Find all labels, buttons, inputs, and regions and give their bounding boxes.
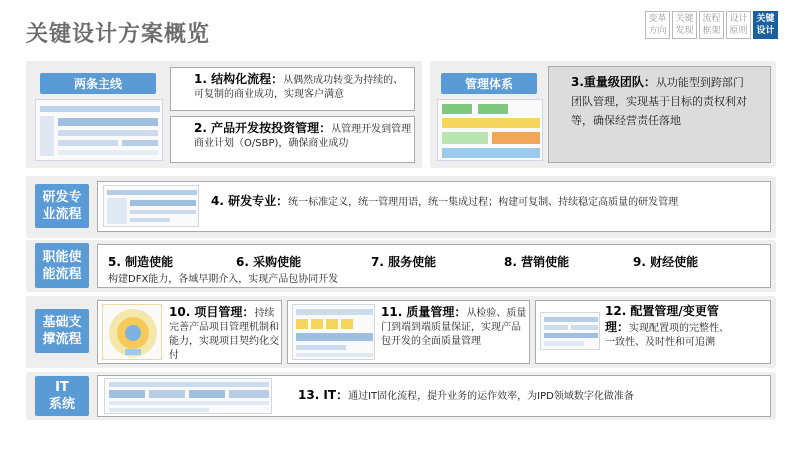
item-3-desc: 从功能型到跨部门团队管理，实现基于目标的责权利对等，确保经营责任落地 <box>571 76 747 127</box>
section-nav <box>645 11 778 39</box>
item-11-title: 11. 质量管理： <box>381 305 467 319</box>
item-10-title: 10. 项目管理： <box>169 305 255 319</box>
it-badge-line2: 系统 <box>48 397 75 412</box>
item-10-text <box>169 305 279 363</box>
item-1-text <box>194 72 412 102</box>
item-11-desc: 从检验、质量门到端到端质量保证，实现产品包开发的全面质量管理 <box>381 308 527 347</box>
nav-tab-direction[interactable]: 变革方向 <box>645 11 670 39</box>
management-badge: 管理体系 <box>441 73 537 94</box>
item-2-desc: 从管理开发到管理商业计划（O/SBP)，确保商业成功 <box>194 124 412 149</box>
functional-desc: 构建DFX能力，各域早期介入，实现产品包协同开发 <box>108 274 339 285</box>
item-1-desc: 从偶然成功转变为持续的、可复制的商业成功，实现客户满意 <box>194 75 404 100</box>
rd-thumbnail <box>103 185 199 227</box>
support-badge-line2: 撑流程 <box>42 332 82 347</box>
item-2-title: 2. 产品开发按投资管理： <box>194 121 332 135</box>
item-10-desc: 持续完善产品项目管理机制和能力，实现项目契约化交付 <box>169 308 279 361</box>
enabler-manufacturing: 5. 制造使能 <box>108 255 174 269</box>
it-thumbnail <box>104 378 272 414</box>
item-3-title: 3.重量级团队： <box>571 75 656 89</box>
item-3-text <box>571 73 751 130</box>
management-thumbnail <box>437 99 543 161</box>
nav-tab-framework[interactable]: 流程框架 <box>699 11 724 39</box>
item-4-title: 4. 研发专业： <box>211 194 289 208</box>
enabler-procurement: 6. 采购使能 <box>236 255 302 269</box>
project-mgmt-thumbnail <box>102 304 162 360</box>
enabler-service: 7. 服务使能 <box>371 255 437 269</box>
page-title: 关键设计方案概览 <box>26 22 211 47</box>
rd-badge <box>35 184 89 228</box>
main-lines-badge: 两条主线 <box>40 73 156 94</box>
enabler-marketing: 8. 营销使能 <box>504 255 570 269</box>
nav-tab-principles[interactable]: 设计原则 <box>726 11 751 39</box>
support-badge-line1: 基础支 <box>42 315 82 330</box>
item-12-desc: 实现配置项的完整性、一致性、及时性和可追溯 <box>605 323 730 348</box>
item-13-text <box>298 388 758 404</box>
enabler-finance: 9. 财经使能 <box>633 255 699 269</box>
item-13-title: 13. IT： <box>298 388 349 402</box>
functional-badge-line1: 职能使 <box>42 249 82 265</box>
item-13-desc: 通过IT固化流程，提升业务的运作效率，为IPD领域数字化做准备 <box>348 391 634 402</box>
item-4-text <box>211 194 686 210</box>
nav-tab-key-design[interactable]: 关键设计 <box>753 11 778 39</box>
quality-mgmt-thumbnail <box>292 304 375 360</box>
nav-tab-findings[interactable]: 关键发现 <box>672 11 697 39</box>
rd-badge-line2: 业流程 <box>42 207 82 222</box>
item-11-text <box>381 305 527 349</box>
functional-badge <box>35 243 89 288</box>
item-12-text <box>605 304 730 350</box>
item-1-title: 1. 结构化流程： <box>194 72 284 86</box>
item-2-text <box>194 121 412 151</box>
it-badge <box>35 376 89 416</box>
it-badge-line1: IT <box>55 380 69 395</box>
functional-badge-line2: 能流程 <box>42 266 82 282</box>
main-lines-thumbnail <box>35 99 163 161</box>
item-4-desc: 统一标准定义，统一管理用语，统一集成过程；构建可复制、持续稳定高质量的研发管理 <box>288 197 679 208</box>
support-badge <box>35 309 89 353</box>
rd-badge-line1: 研发专 <box>42 190 82 205</box>
config-mgmt-thumbnail <box>540 312 600 350</box>
item-12-title: 12. 配置管理/变更管理： <box>605 304 719 334</box>
